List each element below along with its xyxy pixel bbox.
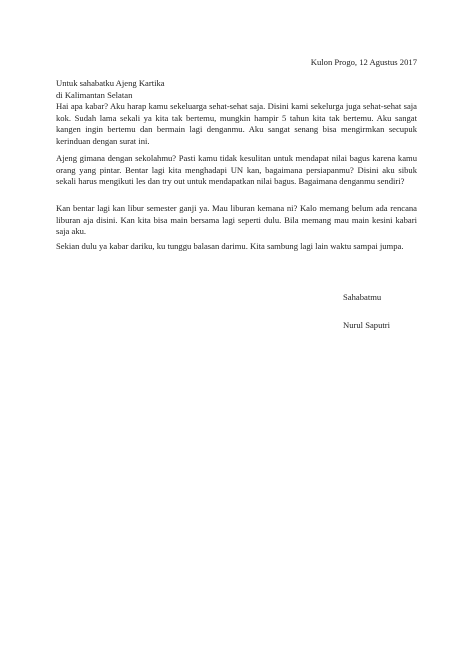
recipient-location-line: di Kalimantan Selatan [56, 89, 133, 100]
sender-name: Nurul Saputri [343, 320, 391, 330]
recipient-address [56, 78, 165, 101]
letter-paragraph-closing-remarks: Sekian dulu ya kabar dariku, ku tunggu balasan darimu. Kita sambung lagi lain waktu sampai jumpa. [56, 241, 404, 251]
recipient-name-line: Untuk sahabatku Ajeng Kartika [56, 78, 165, 88]
letter-paragraph-holiday: Kan bentar lagi kan libur semester ganji ya. Mau liburan kemana ni? Kalo memang belum ada rencana liburan aja disini. Kan kita bisa main bersama lagi seperti dulu. Bila memang mau main kesini kabari saja aku. [56, 203, 417, 236]
letter-paragraph-greeting: Hai apa kabar? Aku harap kamu sekeluarga sehat-sehat saja. Disini kami sekelurga juga sehat-sehat saja kok. Sudah lama sekali ya kita tak bertemu, mungkin hampir 5 tahun kita tak bertemu. Aku sangat kangen ingin bertemu dan bermain lagi denganmu. Aku sangat senang bisa mengirmkan secupuk kerinduan dengan surat ini. [56, 101, 417, 146]
closing-salutation: Sahabatmu [343, 292, 382, 302]
place-and-date: Kulon Progo, 12 Agustus 2017 [310, 57, 417, 67]
letter-paragraph-school: Ajeng gimana dengan sekolahmu? Pasti kamu tidak kesulitan untuk mendapat nilai bagus karena kamu orang yang pintar. Bentar lagi kita menghadapi UN kan, bagaimana persiapanmu? Disini aku sibuk sekali harus mengikuti les dan try out untuk mendapatkan nilai bagus. Bagaimana denganmu sendiri? [56, 153, 417, 186]
